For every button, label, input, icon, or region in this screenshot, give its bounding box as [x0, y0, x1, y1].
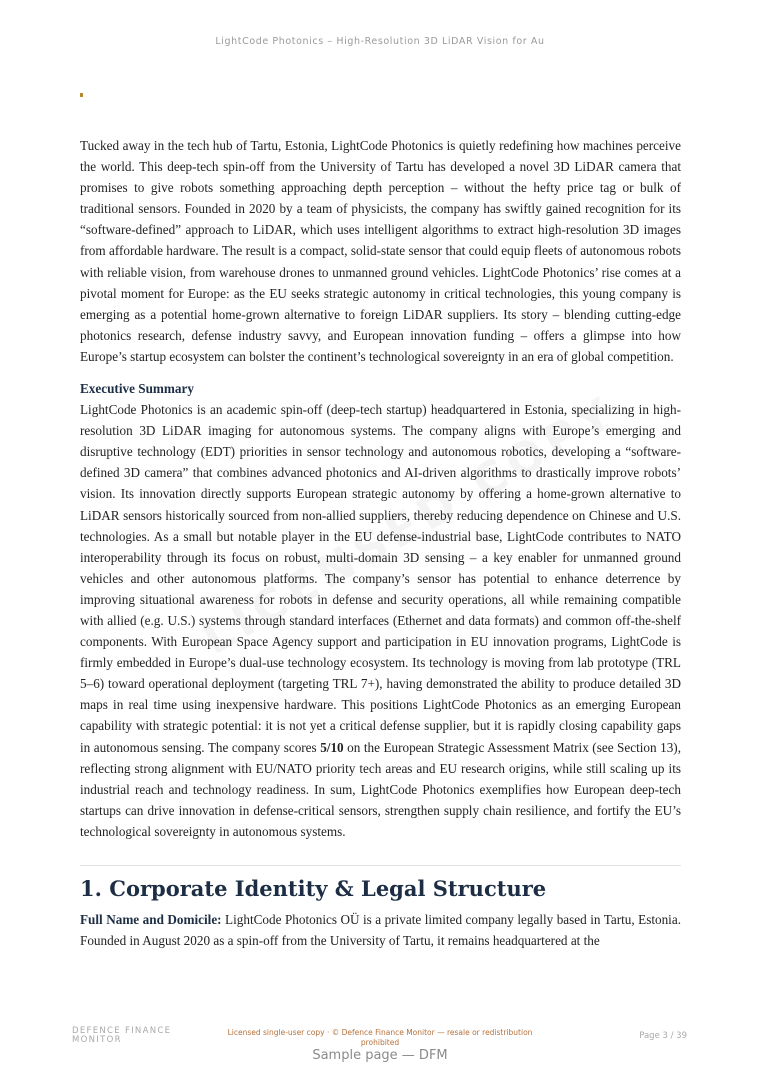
executive-summary-text: LightCode Photonics is an academic spin‑off (deep-tech startup) headquartered in Estonia, specializing in high-resolution 3D LiDAR imaging for autonomous systems. The company aligns with Europe’s emerging and disruptive technology (EDT) priorities in sensor technology and autonomous robotics, developing a “software-defined 3D camera” that combines advanced photonics and AI-driven algorithms to drastically improve robots’ vision. Its innovation directly supports European strategic autonomy by offering a home-grown alternative to LiDAR sensors historically sourced from non-allied suppliers, thereby reducing dependence on Chinese and U.S. technologies. As a small but notable player in the EU defense-industrial base, LightCode contributes to NATO interoperability through its focus on robust, multi-domain 3D sensing – a key enabler for unmanned ground vehicles and other autonomous platforms. The company’s sensor has potential to enhance deterrence by improving situational awareness for robots in defense and security operations, all while remaining compatible with allied (e.g. U.S.) systems through standard interfaces (Ethernet and data formats) and common off-the-shelf components. With European Space Agency support and participation in EU innovation programs, LightCode is firmly embedded in Europe’s dual-use technology ecosystem. Its technology is moving from lab prototype (TRL 5–6) toward operational deployment (targeting TRL 7+), having demonstrated the ability to produce detailed 3D maps in real time using inexpensive hardware. This positions LightCode Photonics as an emerging European capability with strategic potential: it is not yet a critical defense supplier, but it is rapidly closing capability gaps in autonomous sensing. The company scores — [80, 402, 681, 755]
section-paragraph — [80, 909, 681, 951]
executive-summary-text-continued: on the European Strategic Assessment Matrix (see Section 13), reflecting strong alignment with EU/NATO priority tech areas and EU research origins, while still scaling up its industrial reach and technology readiness. In sum, LightCode Photonics exemplifies how European deep-tech startups can drive innovation in defense-critical sensors, strengthen supply chain resilience, and fortify the EU’s technological sovereignty in autonomous systems. — [80, 739, 681, 839]
footer-brand-line: DEFENCE FINANCE — [72, 1026, 172, 1036]
footer-brand-line: MONITOR — [72, 1035, 122, 1045]
sample-page-label: Sample page — DFM — [312, 1048, 448, 1063]
section-divider — [80, 865, 681, 866]
document-body — [80, 135, 681, 951]
decorative-marker — [80, 93, 83, 97]
page-number: Page 3 / 39 — [639, 1031, 687, 1041]
license-line: prohibited — [360, 1038, 400, 1047]
lead-label: Full Name and Domicile: — [80, 912, 222, 927]
section-heading: 1. Corporate Identity & Legal Structure — [80, 876, 547, 901]
footer-brand-logo — [72, 1027, 171, 1045]
strategic-score: 5/10 — [320, 739, 344, 755]
executive-summary-heading: Executive Summary — [80, 381, 194, 397]
running-header: LightCode Photonics – High-Resolution 3D LiDAR Vision for Au — [215, 36, 545, 47]
intro-paragraph: Tucked away in the tech hub of Tartu, Estonia, LightCode Photonics is quietly redefining how machines perceive the world. This deep-tech spin-off from the University of Tartu has developed a novel 3D LiDAR camera that promises to give robots something approaching depth perception – without the hefty price tag or bulk of traditional sensors. Founded in 2020 by a team of physicists, the company has swiftly gained recognition for its “software-defined” approach to LiDAR, which uses intelligent algorithms to extract high-resolution 3D images from affordable hardware. The result is a compact, solid-state sensor that could equip fleets of autonomous robots with reliable vision, from warehouse drones to unmanned ground vehicles. LightCode Photonics’ rise comes at a pivotal moment for Europe: as the EU seeks strategic autonomy in critical technologies, this young company is emerging as a potential home-grown alternative to foreign LiDAR suppliers. Its story – blending cutting-edge photonics research, defense industry savvy, and European innovation funding – offers a glimpse into how Europe’s startup ecosystem can bolster the continent’s technological sovereignty in an era of global competition. — [80, 138, 681, 364]
license-line: Licensed single-user copy · © Defence Finance Monitor — resale or redistribution — [227, 1028, 533, 1037]
executive-summary-paragraph — [80, 399, 681, 842]
lead-text: LightCode Photonics OÜ is a private limited company legally based in Tartu, Estonia. Founded in August 2020 as a spin-off from the University of Tartu, it remains headquartered at the — [80, 912, 681, 949]
footer-license-notice — [220, 1028, 540, 1048]
